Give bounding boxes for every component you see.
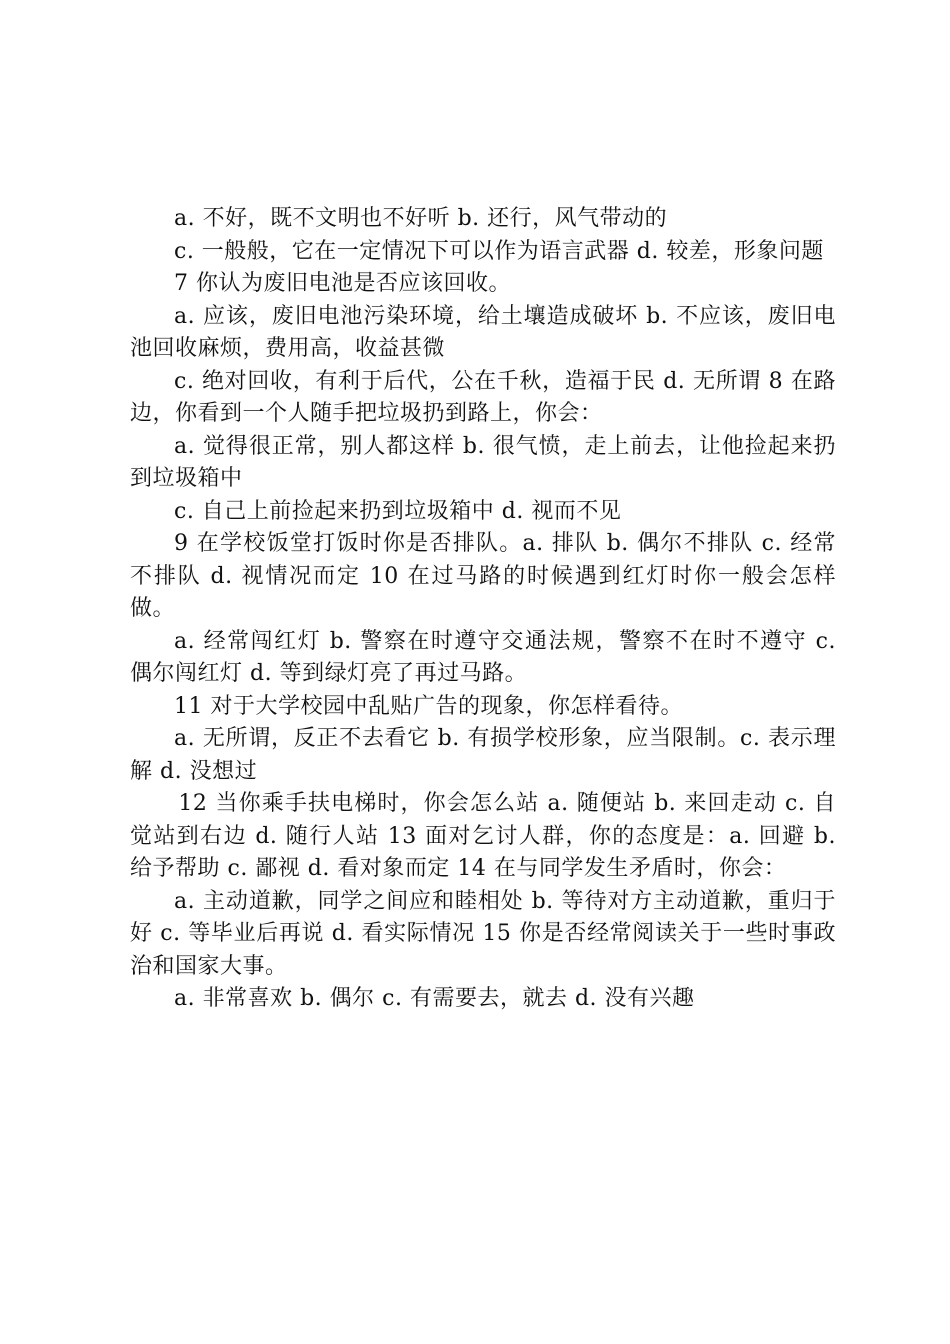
paragraph-q15-options: a. 非常喜欢 b. 偶尔 c. 有需要去，就去 d. 没有兴趣 — [174, 986, 695, 1011]
paragraph-q10-options: a. 经常闯红灯 b. 警察在时遵守交通法规，警察不在时不遵守 c. 偶尔闯红灯 d. 等到绿灯亮了再过马路。 — [130, 628, 836, 686]
paragraph-q7-question: 7 你认为废旧电池是否应该回收。 — [174, 271, 511, 296]
paragraph-q11-question: 11 对于大学校园中乱贴广告的现象，你怎样看待。 — [174, 693, 683, 719]
paragraph-q8-options-ab: a. 觉得很正常，别人都这样 b. 很气愤，走上前去，让他捡起来扔到垃圾箱中 — [130, 433, 836, 491]
document-body — [130, 203, 836, 1016]
paragraph-q6-options-cd: c. 一般般，它在一定情况下可以作为语言武器 d. 较差，形象问题 — [174, 238, 824, 264]
paragraph-q11-options: a. 无所谓，反正不去看它 b. 有损学校形象，应当限制。c. 表示理解 d. 没想过 — [130, 726, 836, 784]
paragraph-q6-options-ab: a. 不好，既不文明也不好听 b. 还行，风气带动的 — [174, 206, 668, 231]
paragraph-q9-q10: 9 在学校饭堂打饭时你是否排队。a. 排队 b. 偶尔不排队 c. 经常不排队 d. 视情况而定 10 在过马路的时候遇到红灯时你一般会怎样做。 — [130, 531, 836, 621]
paragraph-q8-options-cd: c. 自己上前捡起来扔到垃圾箱中 d. 视而不见 — [174, 498, 622, 524]
paragraph-q7-options-cd-q8: c. 绝对回收，有利于后代，公在千秋，造福于民 d. 无所谓 8 在路边，你看到一个人随手把垃圾扔到路上，你会： — [130, 368, 836, 426]
paragraph-q14-options-q15: a. 主动道歉，同学之间应和睦相处 b. 等待对方主动道歉，重归于好 c. 等毕业后再说 d. 看实际情况 15 你是否经常阅读关于一些时事政治和国家大事。 — [130, 888, 836, 979]
paragraph-q7-options-ab: a. 应该，废旧电池污染环境，给土壤造成破坏 b. 不应该，废旧电池回收麻烦，费用高，收益甚微 — [130, 303, 836, 361]
paragraph-q12-q14: 12 当你乘手扶电梯时，你会怎么站 a. 随便站 b. 来回走动 c. 自觉站到右边 d. 随行人站 13 面对乞讨人群，你的态度是：a. 回避 b. 给予帮助 c. 鄙视 d. 看对象而定 14 在与同学发生矛盾时，你会： — [130, 791, 836, 881]
